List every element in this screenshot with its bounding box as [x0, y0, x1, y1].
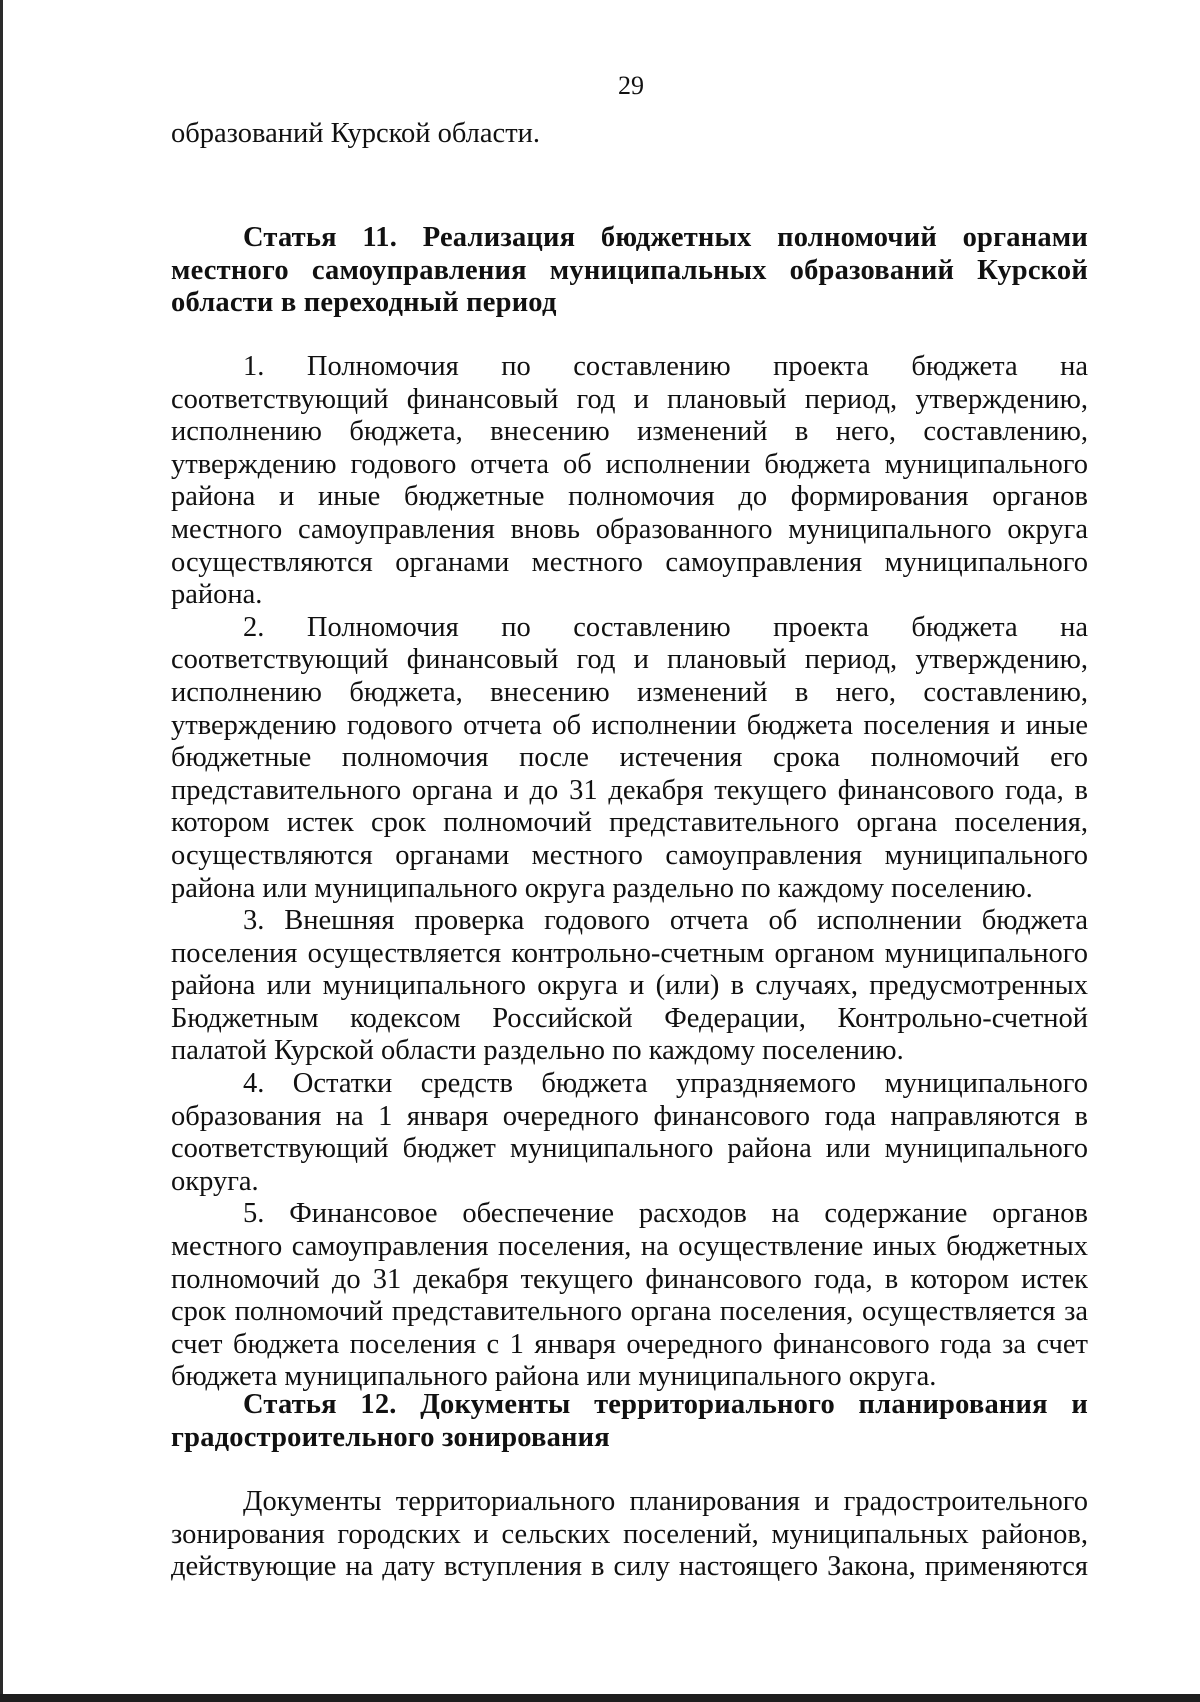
page-number: 29: [618, 71, 644, 100]
article-11-paragraph-3: 3. Внешняя проверка годового отчета об исполнении бюджета поселения осуществляется контрольно-счетным органом муниципального района или муниципального округа и (или) в случаях, предусмотренных Бюджетным кодексом Российской Федерации, Контрольно-счетной палатой Курской области раздельно по каждому поселению.: [171, 905, 1088, 1067]
article-11-paragraph-1: 1. Полномочия по составлению проекта бюджета на соответствующий финансовый год и плановый период, утверждению, исполнению бюджета, внесению изменений в него, составлению, утверждению годового отчета об исполнении бюджета муниципального района и иные бюджетные полномочия до формирования органов местного самоуправления вновь образованного муниципального округа осуществляются органами местного самоуправления муниципального района.: [171, 351, 1088, 611]
scan-left-edge: [0, 0, 3, 1702]
article-12-heading: Статья 12. Документы территориального планирования и градостроительного зонирования: [171, 1389, 1088, 1453]
intro-block: [171, 118, 1088, 151]
article-11-body: [171, 351, 1088, 1394]
article-12-body: [171, 1486, 1088, 1584]
article-12-paragraph: Документы территориального планирования и градостроительного зонирования городских и сельских поселений, муниципальных районов, действующие на дату вступления в силу настоящего Закона, применяются: [171, 1486, 1088, 1583]
article-11-heading: Статья 11. Реализация бюджетных полномочий органами местного самоуправления муниципальных образований Курской области в переходный период: [171, 222, 1088, 319]
scan-bottom-edge: [0, 1694, 1200, 1702]
article-11-paragraph-2: 2. Полномочия по составлению проекта бюджета на соответствующий финансовый год и плановый период, утверждению, исполнению бюджета, внесению изменений в него, составлению, утверждению годового отчета об исполнении бюджета поселения и иные бюджетные полномочия после истечения срока полномочий его представительного органа и до 31 декабря текущего финансового года, в котором истек срок полномочий представительного органа поселения, осуществляются органами местного самоуправления муниципального района или муниципального округа раздельно по каждому поселению.: [171, 611, 1088, 904]
article-11-paragraph-4: 4. Остатки средств бюджета упраздняемого муниципального образования на 1 января очередного финансового года направляются в соответствующий бюджет муниципального района или муниципального округа.: [171, 1068, 1088, 1197]
article-11-heading-block: [171, 222, 1088, 320]
article-11-paragraph-5: 5. Финансовое обеспечение расходов на содержание органов местного самоуправления поселения, на осуществление иных бюджетных полномочий до 31 декабря текущего финансового года, в котором истек срок полномочий представительного органа поселения, осуществляется за счет бюджета поселения с 1 января очередного финансового года за счет бюджета муниципального района или муниципального округа.: [171, 1198, 1088, 1393]
continuation-text: образований Курской области.: [171, 118, 541, 149]
article-12-heading-block: [171, 1389, 1088, 1454]
